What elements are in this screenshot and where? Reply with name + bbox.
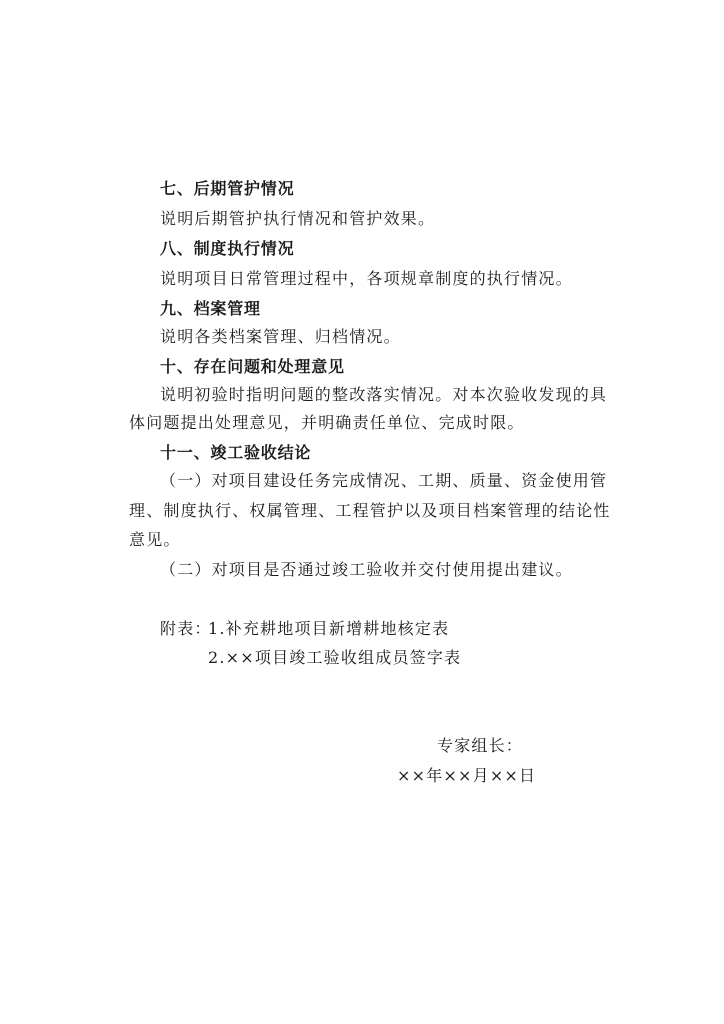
attachment-item-1: 1.补充耕地项目新增耕地核定表 [208, 619, 450, 638]
section-10-text-line-2: 体问题提出处理意见，并明确责任单位、完成时限。 [129, 413, 525, 432]
attachments-label: 附表： [160, 619, 212, 638]
section-11-text-line-2: 理、制度执行、权属管理、工程管护以及项目档案管理的结论性 [129, 501, 611, 520]
section-11-text-line-3: 意见。 [129, 530, 181, 549]
section-8-text: 说明项目日常管理过程中，各项规章制度的执行情况。 [160, 269, 573, 288]
signature-date: ××年××月××日 [397, 766, 537, 785]
section-heading-10: 十、存在问题和处理意见 [160, 357, 345, 376]
signature-title: 专家组长： [437, 736, 524, 755]
section-heading-7: 七、后期管护情况 [160, 179, 295, 198]
section-heading-9: 九、档案管理 [160, 299, 261, 318]
section-7-text: 说明后期管护执行情况和管护效果。 [160, 209, 436, 228]
section-heading-11: 十一、竣工验收结论 [160, 443, 312, 462]
section-11-text-line-1: （一）对项目建设任务完成情况、工期、质量、资金使用管 [160, 471, 608, 490]
section-heading-8: 八、制度执行情况 [160, 239, 295, 258]
section-10-text-line-1: 说明初验时指明问题的整改落实情况。对本次验收发现的具 [160, 385, 608, 404]
section-11-text-line-4: （二）对项目是否通过竣工验收并交付使用提出建议。 [160, 560, 573, 579]
attachment-item-2: 2.××项目竣工验收组成员签字表 [208, 648, 462, 667]
section-9-text: 说明各类档案管理、归档情况。 [160, 327, 401, 346]
